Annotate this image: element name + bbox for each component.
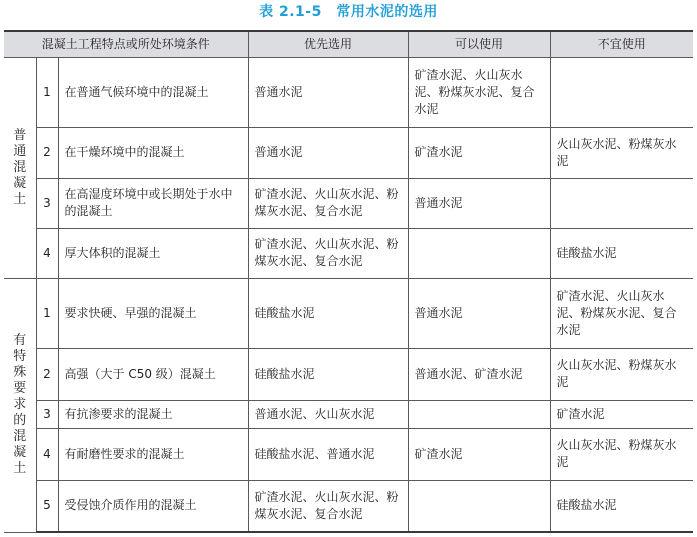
group-label: 普通混凝土 [4, 57, 36, 278]
unsuitable-cell: 火山灰水泥、粉煤灰水泥 [550, 127, 693, 178]
unsuitable-cell: 火山灰水泥、粉煤灰水泥 [550, 428, 693, 480]
table-row [4, 178, 693, 228]
group-label: 有特殊要求的混凝土 [4, 278, 36, 532]
preferred-cell: 普通水泥、火山灰水泥 [248, 400, 408, 428]
table-row [4, 228, 693, 278]
preferred-cell: 硅酸盐水泥 [248, 348, 408, 400]
header-row [4, 31, 693, 57]
acceptable-cell [408, 480, 550, 532]
table-row [4, 57, 693, 127]
acceptable-cell: 矿渣水泥、火山灰水泥、粉煤灰水泥、复合水泥 [408, 57, 550, 127]
condition-cell: 高强（大于 C50 级）混凝土 [58, 348, 248, 400]
unsuitable-cell [550, 178, 693, 228]
preferred-cell: 硅酸盐水泥、普通水泥 [248, 428, 408, 480]
acceptable-cell [408, 228, 550, 278]
table-row [4, 278, 693, 348]
row-number: 3 [36, 400, 58, 428]
unsuitable-cell: 火山灰水泥、粉煤灰水泥 [550, 348, 693, 400]
table-row [4, 428, 693, 480]
header-acceptable: 可以使用 [408, 31, 550, 57]
header-unsuitable: 不宜使用 [550, 31, 693, 57]
condition-cell: 在普通气候环境中的混凝土 [58, 57, 248, 127]
acceptable-cell: 普通水泥 [408, 278, 550, 348]
condition-cell: 厚大体积的混凝土 [58, 228, 248, 278]
preferred-cell: 矿渣水泥、火山灰水泥、粉煤灰水泥、复合水泥 [248, 228, 408, 278]
preferred-cell: 硅酸盐水泥 [248, 278, 408, 348]
preferred-cell: 矿渣水泥、火山灰水泥、粉煤灰水泥、复合水泥 [248, 480, 408, 532]
unsuitable-cell: 矿渣水泥、火山灰水泥、粉煤灰水泥、复合水泥 [550, 278, 693, 348]
cement-selection-table [4, 30, 693, 533]
row-number: 1 [36, 57, 58, 127]
unsuitable-cell: 硅酸盐水泥 [550, 228, 693, 278]
condition-cell: 有耐磨性要求的混凝土 [58, 428, 248, 480]
condition-cell: 要求快硬、早强的混凝土 [58, 278, 248, 348]
acceptable-cell: 矿渣水泥 [408, 127, 550, 178]
table-row [4, 480, 693, 532]
unsuitable-cell: 硅酸盐水泥 [550, 480, 693, 532]
acceptable-cell [408, 400, 550, 428]
unsuitable-cell: 矿渣水泥 [550, 400, 693, 428]
condition-cell: 在高湿度环境中或长期处于水中的混凝土 [58, 178, 248, 228]
row-number: 4 [36, 228, 58, 278]
table-body [4, 57, 693, 532]
condition-cell: 受侵蚀介质作用的混凝土 [58, 480, 248, 532]
preferred-cell: 矿渣水泥、火山灰水泥、粉煤灰水泥、复合水泥 [248, 178, 408, 228]
table-row [4, 127, 693, 178]
header-preferred: 优先选用 [248, 31, 408, 57]
row-number: 1 [36, 278, 58, 348]
table-row [4, 400, 693, 428]
row-number: 2 [36, 348, 58, 400]
condition-cell: 在干燥环境中的混凝土 [58, 127, 248, 178]
table-row [4, 348, 693, 400]
acceptable-cell: 矿渣水泥 [408, 428, 550, 480]
preferred-cell: 普通水泥 [248, 57, 408, 127]
preferred-cell: 普通水泥 [248, 127, 408, 178]
acceptable-cell: 普通水泥、矿渣水泥 [408, 348, 550, 400]
condition-cell: 有抗渗要求的混凝土 [58, 400, 248, 428]
row-number: 2 [36, 127, 58, 178]
header-condition: 混凝土工程特点或所处环境条件 [4, 31, 248, 57]
row-number: 3 [36, 178, 58, 228]
unsuitable-cell [550, 57, 693, 127]
table-title: 表 2.1-5 常用水泥的选用 [259, 4, 438, 20]
row-number: 4 [36, 428, 58, 480]
row-number: 5 [36, 480, 58, 532]
acceptable-cell: 普通水泥 [408, 178, 550, 228]
